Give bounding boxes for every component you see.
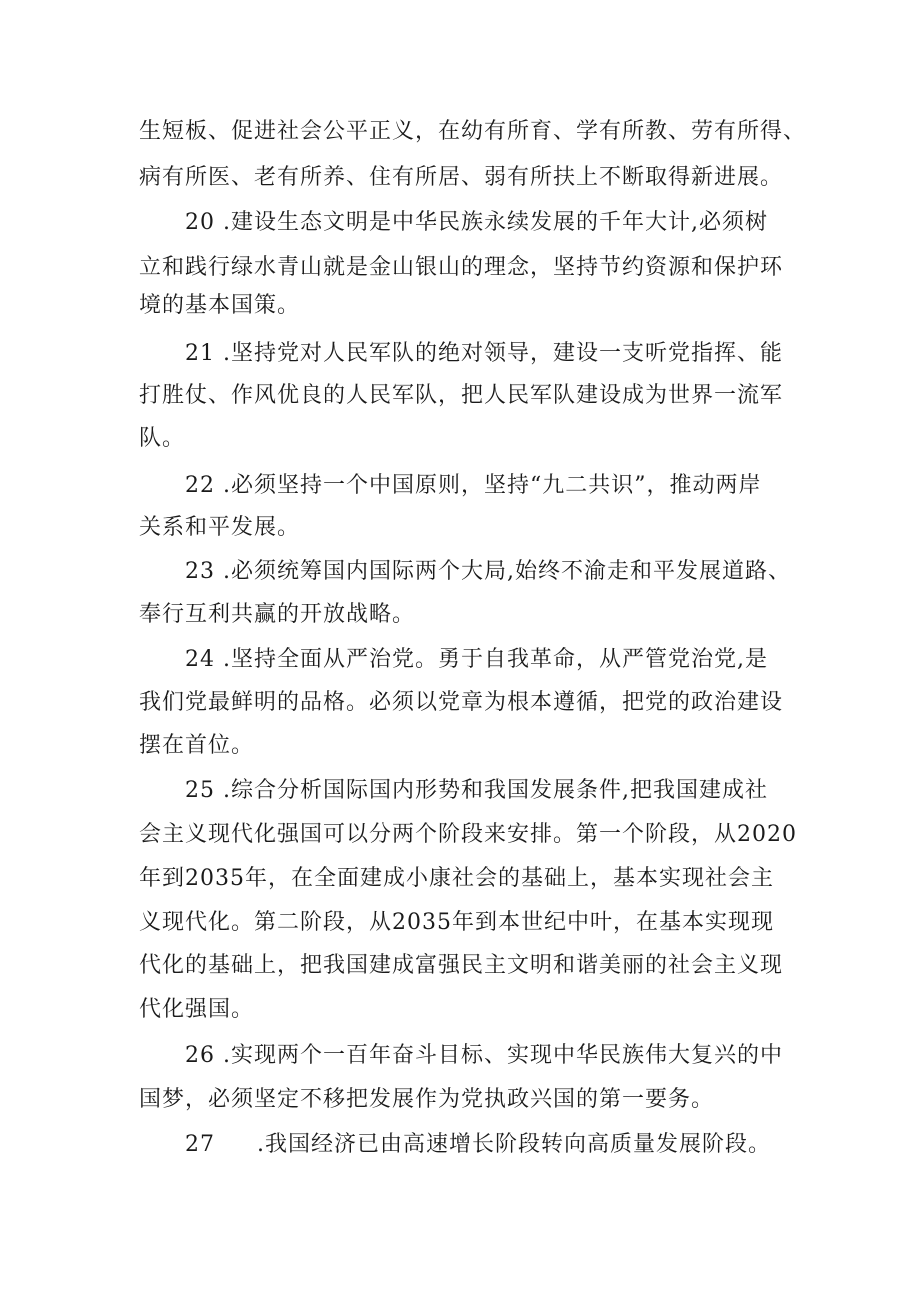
numbered-paragraph-first-line — [185, 471, 762, 501]
text-line: 摆在首位。 — [139, 733, 255, 758]
text-line: .综合分析国际国内形势和我国发展条件,把我国建成社 — [223, 778, 768, 803]
numbered-paragraph-first-line — [185, 1130, 771, 1160]
text-line: 义现代化。第二阶段，从2035年到本世纪中叶，在基本实现现 — [139, 910, 774, 935]
text-line: 关系和平发展。 — [139, 515, 301, 540]
numbered-paragraph-first-line — [185, 339, 783, 369]
text-line: .坚持党对人民军队的绝对领导，建设一支听党指挥、能 — [223, 341, 783, 366]
paragraph-number: 25 — [185, 778, 215, 803]
text-line: 立和践行绿水青山就是金山银山的理念，坚持节约资源和保护环 — [139, 255, 784, 280]
text-line: .建设生态文明是中华民族永续发展的千年大计,必须树 — [223, 210, 768, 235]
paragraph-number: 26 — [185, 1043, 215, 1068]
text-line: .我国经济已由高速增长阶段转向高质量发展阶段。 — [257, 1132, 771, 1157]
text-line: 队。 — [139, 426, 186, 451]
numbered-paragraph-first-line — [185, 776, 768, 806]
text-line: 打胜仗、作风优良的人民军队，把人民军队建设成为世界一流军 — [139, 383, 784, 408]
text-line: 奉行互利共赢的开放战略。 — [139, 602, 416, 627]
text-line: .坚持全面从严治党。勇于自我革命，从严管党治党,是 — [223, 647, 768, 672]
text-line: 病有所医、老有所养、住有所居、弱有所扶上不断取得新进展。 — [139, 165, 784, 190]
paragraph-number: 21 — [185, 341, 215, 366]
text-line: 国梦，必须坚定不移把发展作为党执政兴国的第一要务。 — [139, 1087, 715, 1112]
paragraph-number: 20 — [185, 210, 215, 235]
text-line: 代化强国。 — [139, 997, 255, 1022]
numbered-paragraph-first-line — [185, 557, 791, 587]
text-line: 代化的基础上，把我国建成富强民主文明和谐美丽的社会主义现 — [139, 953, 784, 978]
text-line: 会主义现代化强国可以分两个阶段来安排。第一个阶段，从2020 — [139, 822, 797, 847]
paragraph-number: 24 — [185, 647, 215, 672]
text-line: 我们党最鲜明的品格。必须以党章为根本遵循，把党的政治建设 — [139, 690, 784, 715]
paragraph-number: 22 — [185, 473, 215, 498]
text-line: 境的基本国策。 — [139, 293, 301, 318]
text-line: 生短板、促进社会公平正义，在幼有所育、学有所教、劳有所得、 — [139, 119, 807, 144]
numbered-paragraph-first-line — [185, 1041, 783, 1071]
text-line: .实现两个一百年奋斗目标、实现中华民族伟大复兴的中 — [223, 1043, 783, 1068]
paragraph-number: 23 — [185, 559, 215, 584]
text-line: 年到2035年，在全面建成小康社会的基础上，基本实现社会主 — [139, 866, 774, 891]
numbered-paragraph-first-line — [185, 645, 768, 675]
text-line: .必须坚持一个中国原则，坚持“九二共识”，推动两岸 — [223, 473, 762, 498]
text-line: .必须统筹国内国际两个大局,始终不渝走和平发展道路、 — [223, 559, 791, 584]
numbered-paragraph-first-line — [185, 208, 768, 238]
paragraph-number: 27 — [185, 1132, 215, 1157]
